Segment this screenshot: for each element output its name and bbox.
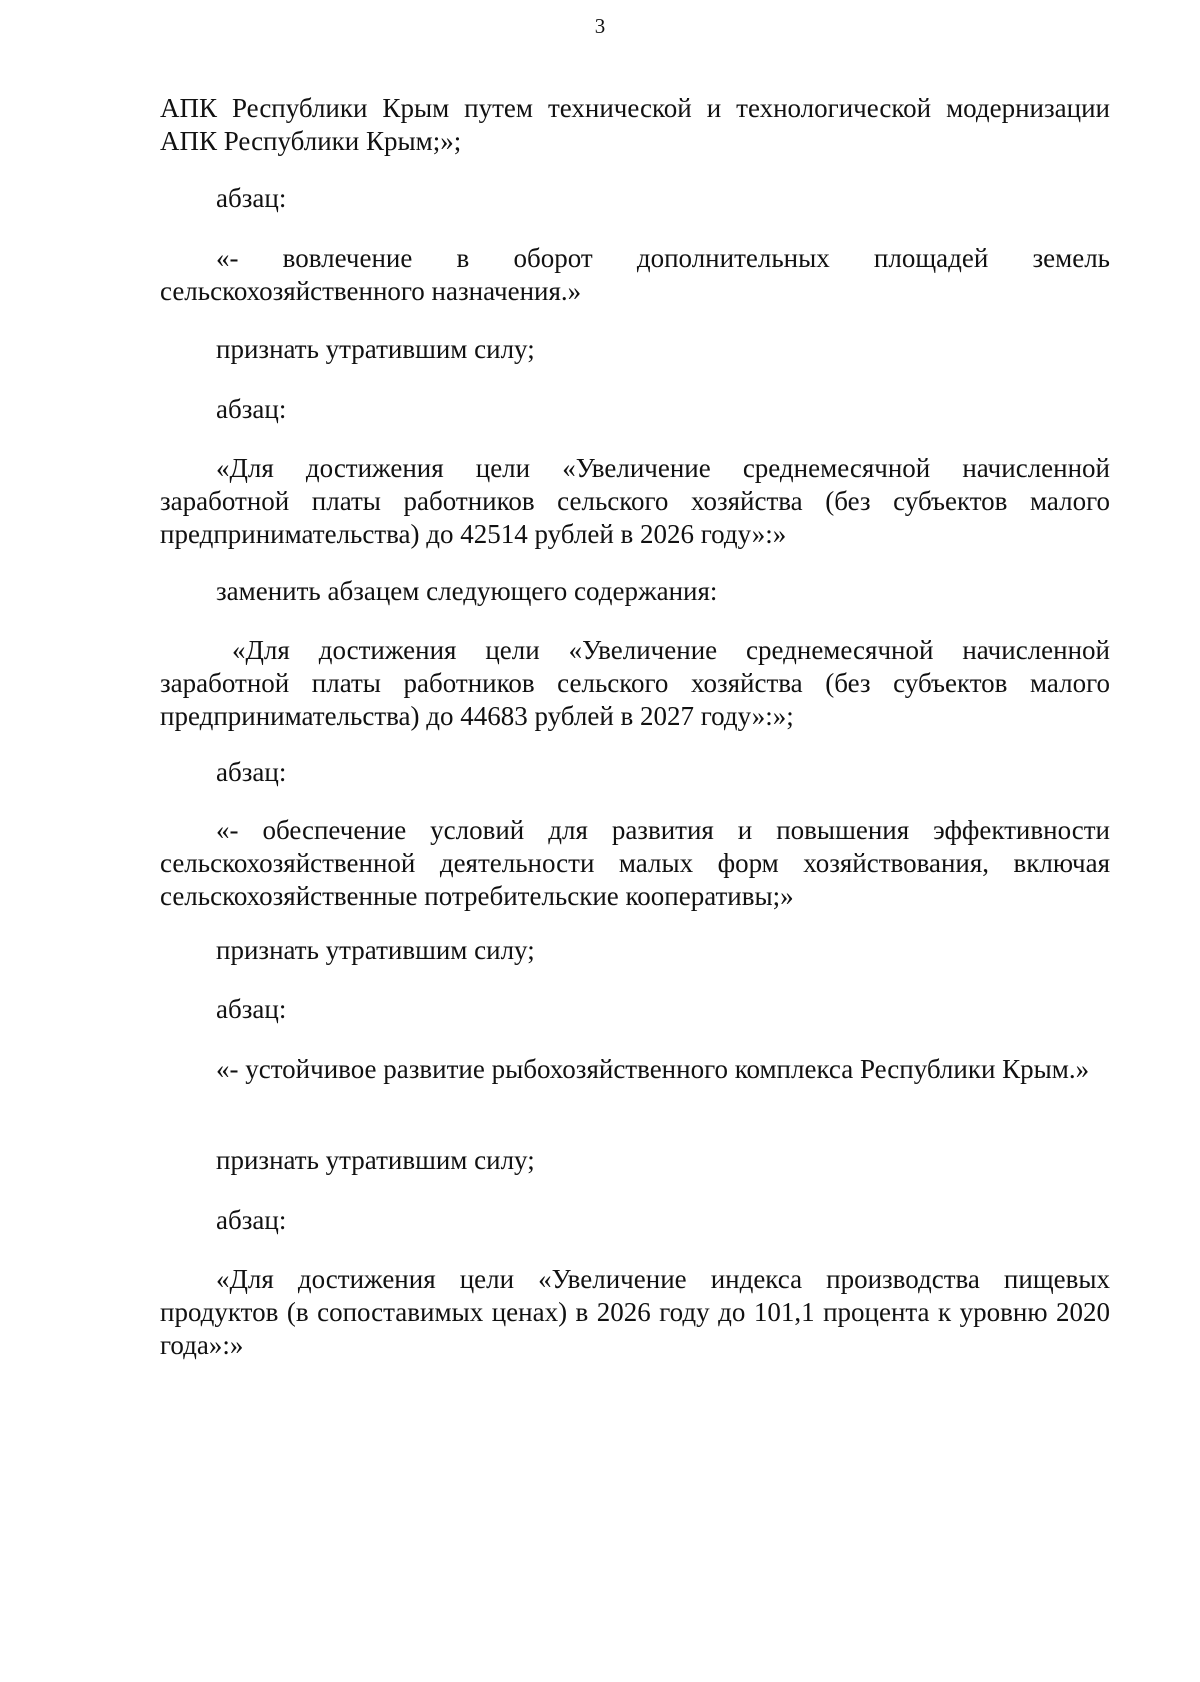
paragraph-continuation: АПК Республики Крым путем технической и технологической модернизации АПК Республики Крым;»; (160, 93, 1110, 156)
paragraph-label: абзац: (216, 183, 287, 213)
paragraph-quote: «Для достижения цели «Увеличение среднемесячной начисленной заработной платы работников сельского хозяйства (без субъектов малого предпринимательства) до 42514 рублей в 2026 году»:» (160, 453, 1110, 549)
paragraph-label: абзац: (216, 757, 287, 787)
paragraph-quote: «Для достижения цели «Увеличение среднемесячной начисленной заработной платы работников сельского хозяйства (без субъектов малого предпринимательства) до 44683 рублей в 2027 году»:»; (160, 635, 1110, 731)
paragraph-quote: «- обеспечение условий для развития и повышения эффективности сельскохозяйственной деятельности малых форм хозяйствования, включая сельскохозяйственные потребительские кооперативы;» (160, 815, 1110, 911)
paragraph-quote: «- вовлечение в оборот дополнительных площадей земель сельскохозяйственного назначения.» (160, 243, 1110, 306)
paragraph-action: заменить абзацем следующего содержания: (216, 576, 718, 606)
paragraph-action: признать утратившим силу; (216, 334, 535, 364)
paragraph-action: признать утратившим силу; (216, 935, 535, 965)
paragraph-label: абзац: (216, 994, 287, 1024)
paragraph-label: абзац: (216, 394, 287, 424)
paragraph-quote: «Для достижения цели «Увеличение индекса производства пищевых продуктов (в сопоставимых ценах) в 2026 году до 101,1 процента к уровню 2020 года»:» (160, 1264, 1110, 1360)
paragraph-quote: «- устойчивое развитие рыбохозяйственного комплекса Республики Крым.» (216, 1054, 1090, 1084)
paragraph-label: абзац: (216, 1205, 287, 1235)
page-number: 3 (594, 14, 606, 38)
paragraph-action: признать утратившим силу; (216, 1145, 535, 1175)
